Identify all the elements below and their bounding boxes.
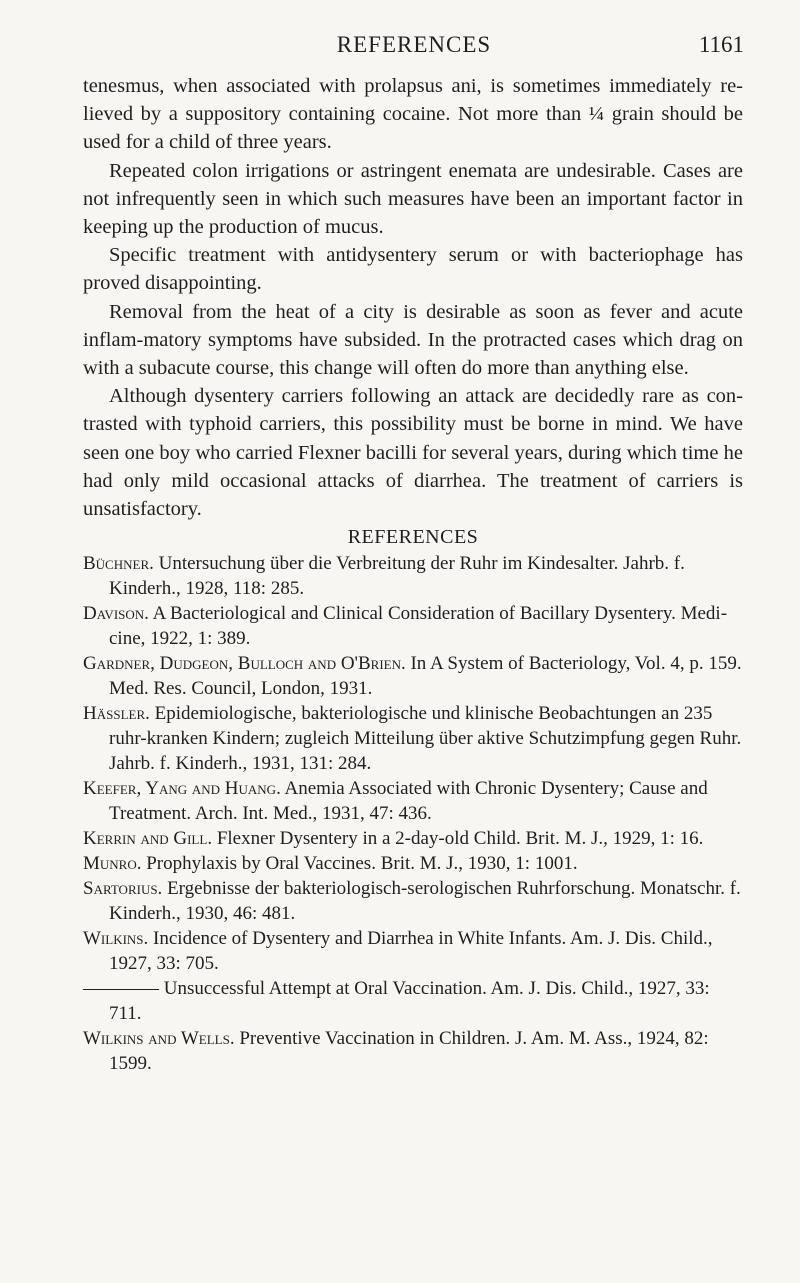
reference-text: Anemia Associated with Chronic Dysentery; Cause and Treatment. Arch. Int. Med., 1931, 47: 436. bbox=[109, 778, 708, 825]
reference-text: Incidence of Dysentery and Diarrhea in White Infants. Am. J. Dis. Child., 1927, 33: 705. bbox=[109, 928, 713, 975]
reference-author: Davison. bbox=[83, 603, 149, 625]
paragraph: Although dysentery carriers following an attack are decidedly rare as con-trasted with typhoid carriers, this possibility must be borne in mind. We have seen one boy who carried Flexner bacilli for several years, during which time he had only mild occasional attacks of diarrhea. The treatment of carriers is unsatisfactory. bbox=[83, 385, 743, 521]
reference-entry bbox=[83, 776, 743, 826]
reference-entry bbox=[83, 551, 743, 601]
paragraph: Specific treatment with antidysentery serum or with bacteriophage has proved disappointing. bbox=[83, 244, 743, 295]
reference-author: Gardner, Dudgeon, Bulloch and O'Brien. bbox=[83, 653, 406, 675]
reference-author: Munro. bbox=[83, 853, 142, 875]
reference-text: Untersuchung über die Verbreitung der Ruhr im Kindesalter. Jahrb. f. Kinderh., 1928, 118: 285. bbox=[109, 553, 685, 600]
running-head bbox=[84, 32, 744, 62]
body-text bbox=[83, 72, 743, 1076]
reference-text: In A System of Bacteriology, Vol. 4, p. 159. Med. Res. Council, London, 1931. bbox=[109, 653, 742, 700]
reference-entry bbox=[83, 976, 743, 1026]
reference-text: Epidemiologische, bakteriologische und klinische Beobachtungen an 235 ruhr-kranken Kindern; zugleich Mitteilung über aktive Schutzimpfung gegen Ruhr. Jahrb. f. Kinderh., 1931, 131: 284. bbox=[109, 703, 742, 775]
reference-text: Flexner Dysentery in a 2-day-old Child. Brit. M. J., 1929, 1: 16. bbox=[216, 828, 704, 850]
reference-author: Sartorius. bbox=[83, 878, 163, 900]
reference-text: Prophylaxis by Oral Vaccines. Brit. M. J., 1930, 1: 1001. bbox=[146, 853, 578, 875]
running-head-title: REFERENCES bbox=[336, 32, 492, 57]
reference-author: Hässler. bbox=[83, 703, 150, 725]
references-heading: REFERENCES bbox=[347, 526, 479, 549]
paragraph: Removal from the heat of a city is desirable as soon as fever and acute inflam-matory symptoms have subsided. In the protracted cases which drag on with a subacute course, this change will often do more than anything else. bbox=[83, 300, 743, 380]
reference-text: Ergebnisse der bakteriologisch-serologischen Ruhrforschung. Monatschr. f. Kinderh., 1930, 46: 481. bbox=[109, 878, 741, 925]
reference-list bbox=[83, 551, 743, 1076]
reference-entry bbox=[83, 601, 743, 651]
paragraph: Repeated colon irrigations or astringent enemata are undesirable. Cases are not infrequently seen in which such measures have been an important factor in keeping up the production of mucus. bbox=[83, 159, 743, 239]
reference-author: Büchner. bbox=[83, 553, 154, 575]
reference-entry bbox=[83, 1026, 743, 1076]
page-number: 1161 bbox=[698, 32, 744, 57]
reference-entry bbox=[83, 926, 743, 976]
reference-author: ———— bbox=[83, 978, 159, 1000]
reference-text: Preventive Vaccination in Children. J. Am. M. Ass., 1924, 82: 1599. bbox=[109, 1028, 709, 1075]
reference-entry bbox=[83, 851, 743, 876]
reference-author: Keefer, Yang and Huang. bbox=[83, 778, 281, 800]
reference-author: Wilkins and Wells. bbox=[83, 1028, 235, 1050]
reference-entry bbox=[83, 701, 743, 776]
reference-entry bbox=[83, 826, 743, 851]
reference-entry bbox=[83, 876, 743, 926]
paragraph: tenesmus, when associated with prolapsus ani, is sometimes immediately re-lieved by a suppository containing cocaine. Not more than ¼ grain should be used for a child of three years. bbox=[83, 75, 743, 154]
reference-text: Unsuccessful Attempt at Oral Vaccination. Am. J. Dis. Child., 1927, 33: 711. bbox=[109, 978, 710, 1025]
reference-entry bbox=[83, 651, 743, 701]
reference-text: A Bacteriological and Clinical Consideration of Bacillary Dysentery. Medi-cine, 1922, 1: 389. bbox=[109, 603, 728, 650]
reference-author: Wilkins. bbox=[83, 928, 149, 950]
reference-author: Kerrin and Gill. bbox=[83, 828, 213, 850]
